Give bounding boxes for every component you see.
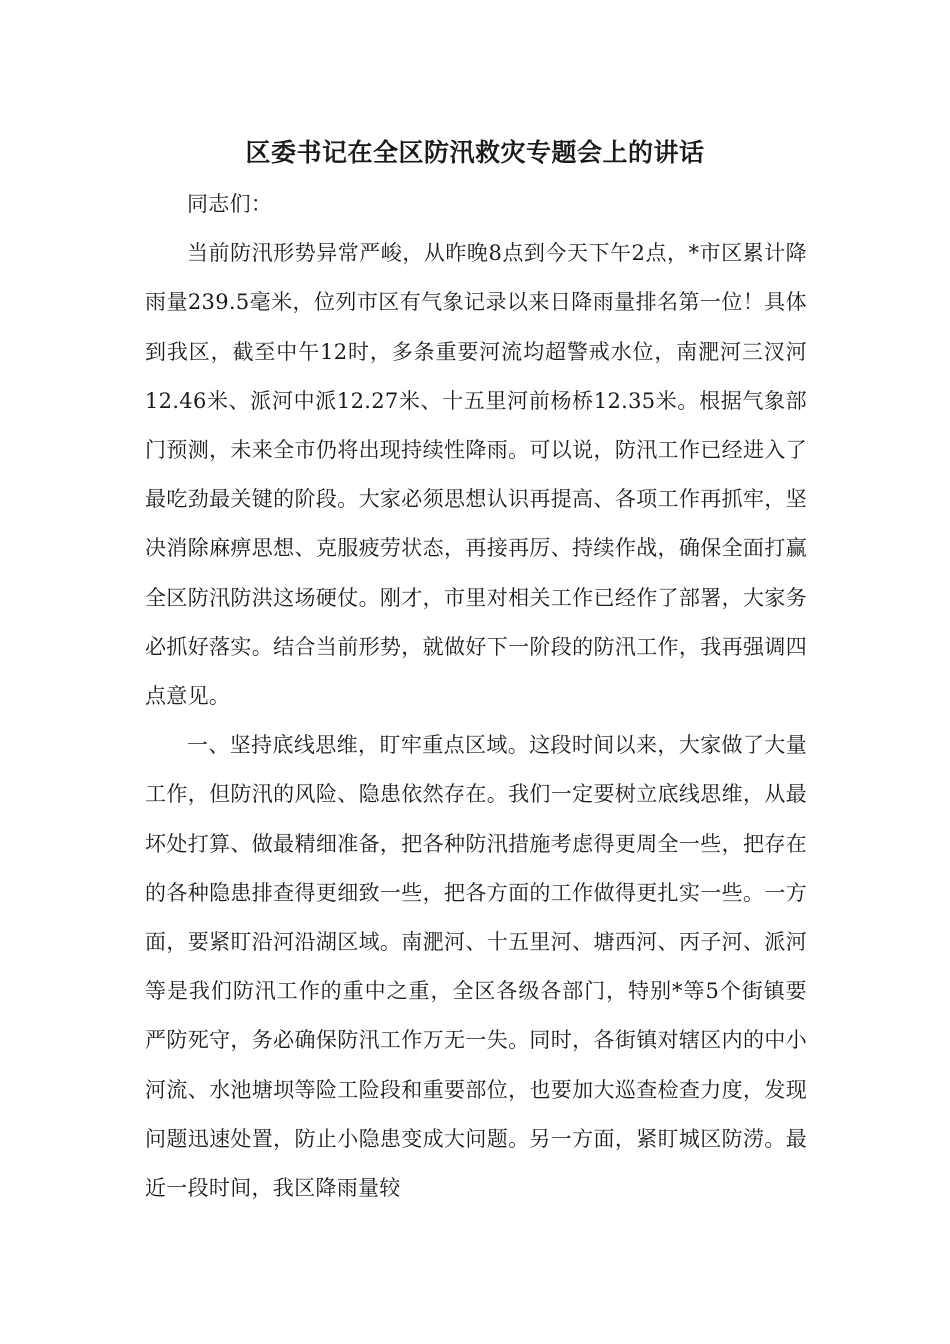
salutation: 同志们： — [187, 192, 273, 216]
paragraph-situation: 当前防汛形势异常严峻，从昨晚8点到今天下午2点，*市区累计降雨量239.5毫米，位列市区有气象记录以来日降雨量排名第一位！具体到我区，截至中午12时，多条重要河流均超警戒水位，南淝河三汊河12.46米、派河中派12.27米、十五里河前杨桥12.35米。根据气象部门预测，未来全市仍将出现持续性降雨。可以说，防汛工作已经进入了最吃劲最关键的阶段。大家必须思想认识再提高、各项工作再抓牢，坚决消除麻痹思想、克服疲劳状态，再接再厉、持续作战，确保全面打赢全区防汛防洪这场硬仗。刚才，市里对相关工作已经作了部署，大家务必抓好落实。结合当前形势，就做好下一阶段的防汛工作，我再强调四点意见。 — [145, 241, 807, 709]
paragraph-point-one: 一、坚持底线思维，盯牢重点区域。这段时间以来，大家做了大量工作，但防汛的风险、隐患依然存在。我们一定要树立底线思维，从最坏处打算、做最精细准备，把各种防汛措施考虑得更周全一些，把存在的各种隐患排查得更细致一些，把各方面的工作做得更扎实一些。一方面，要紧盯沿河沿湖区域。南淝河、十五里河、塘西河、丙子河、派河等是我们防汛工作的重中之重，全区各级各部门，特别*等5个街镇要严防死守，务必确保防汛工作万无一失。同时，各街镇对辖区内的中小河流、水池塘坝等险工险段和重要部位，也要加大巡查检查力度，发现问题迅速处置，防止小隐患变成大问题。另一方面，紧盯城区防涝。最近一段时间，我区降雨量较 — [145, 733, 807, 1201]
document-title: 区委书记在全区防汛救灾专题会上的讲话 — [245, 138, 705, 167]
document-body — [145, 180, 807, 1213]
